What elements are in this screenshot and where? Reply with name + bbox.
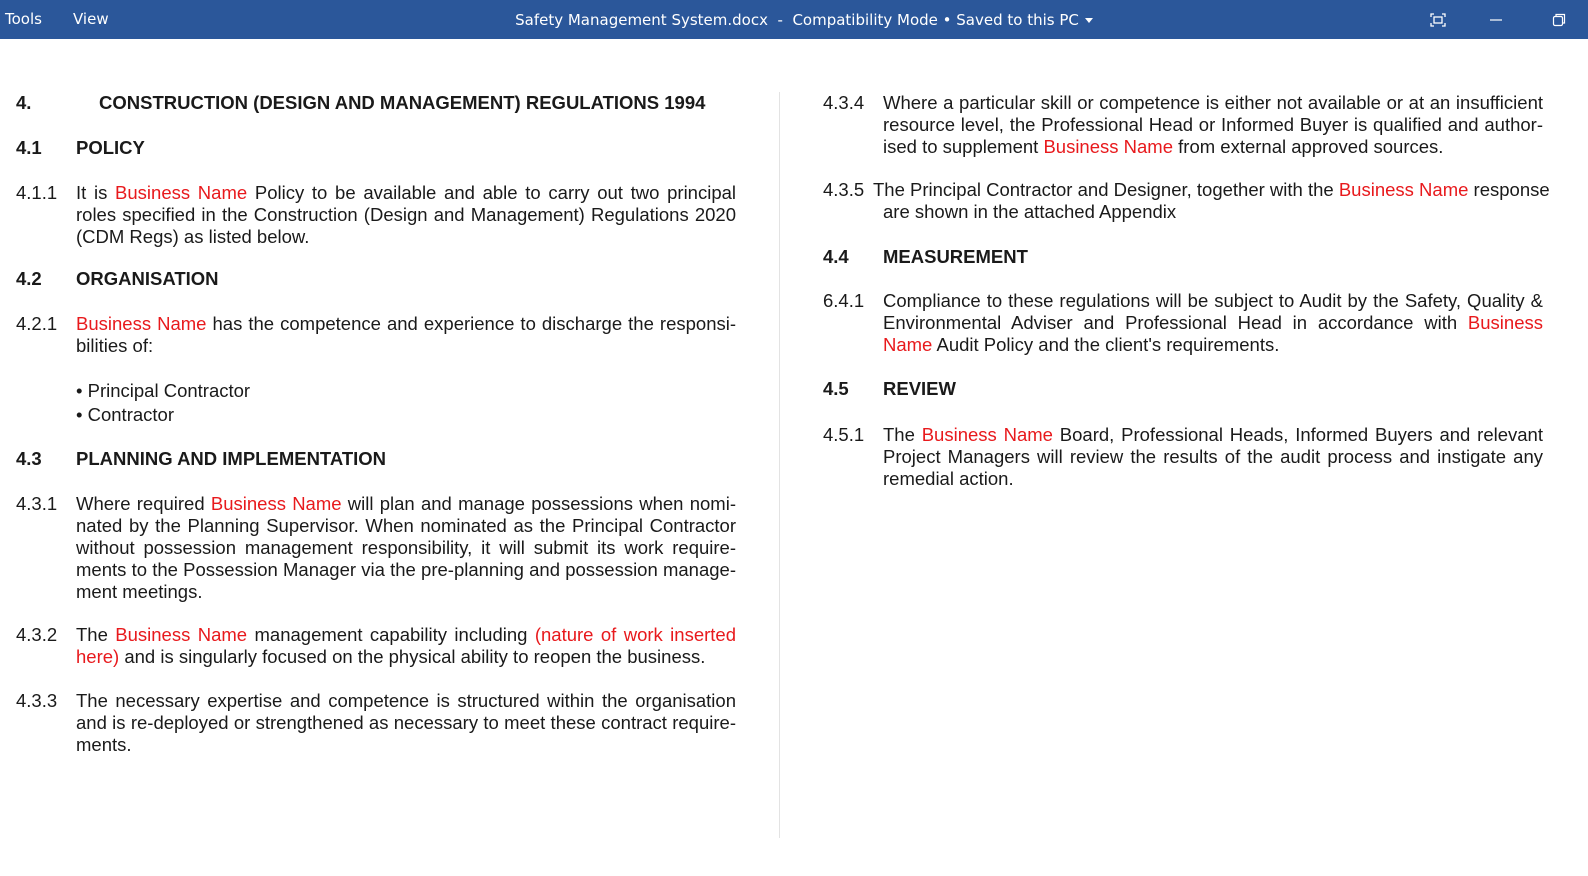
paragraph-text: The necessary expertise and competence is structured within the organisation and is re-deployed or strengthened as necessary to meet these contract require-ments.	[76, 690, 736, 755]
paragraph-4-3-5	[823, 179, 1550, 227]
menu-view[interactable]: View	[73, 10, 109, 28]
section-number: 4.5	[823, 378, 849, 399]
section-number: 4.4	[823, 246, 849, 267]
paragraph-text: Compliance to these regulations will be subject to Audit by the Safety, Quality & Environmental Adviser and Professional Head in accordance with Business Name Audit Policy and the client's requirements.	[883, 290, 1543, 355]
section-number: 4.	[16, 92, 32, 113]
section-title: CONSTRUCTION (DESIGN AND MANAGEMENT) REGULATIONS 1994	[99, 92, 706, 113]
paragraph-4-3-1	[16, 493, 736, 608]
nature-of-work-placeholder: (nature of work inserted here)	[76, 624, 736, 667]
paragraph-text-line-1: The Principal Contractor and Designer, together with the Business Name response	[873, 179, 1550, 200]
paragraph-text: The Business Name management capability including (nature of work inserted here) and is singularly focused on the physical ability to reopen the business.	[76, 624, 736, 667]
section-title: MEASUREMENT	[883, 246, 1028, 267]
paragraph-4-5-1	[823, 424, 1545, 494]
paragraph-number: 6.4.1	[823, 290, 865, 311]
column-divider	[779, 92, 780, 838]
paragraph-text: The Business Name Board, Professional Heads, Informed Buyers and relevant Project Managers will review the results of the audit process and instigate any remedial action.	[883, 424, 1543, 489]
document-title-area[interactable]	[0, 10, 1588, 30]
business-name-placeholder: Business Name	[1043, 136, 1173, 157]
section-title: ORGANISATION	[76, 268, 219, 289]
paragraph-number: 4.2.1	[16, 313, 58, 334]
section-title: PLANNING AND IMPLEMENTATION	[76, 448, 387, 469]
focus-mode-icon	[1430, 13, 1446, 27]
paragraph-text: Where a particular skill or competence is either not available or at an insufficient resource level, the Professional Head or Informed Buyer is qualified and author-ised to supplement Business Name from external approved sources.	[883, 92, 1543, 157]
paragraph-4-3-3	[16, 690, 736, 760]
paragraph-4-3-4	[823, 92, 1545, 162]
paragraph-4-1-1	[16, 182, 736, 252]
paragraph-text: It is Business Name Policy to be available and able to carry out two principal roles specified in the Construction (Design and Management) Regulations 2020 (CDM Regs) as listed below.	[76, 182, 737, 247]
section-title: REVIEW	[883, 378, 956, 399]
paragraph-number: 4.3.1	[16, 493, 58, 514]
business-name-placeholder: Business Name	[76, 313, 207, 334]
paragraph-text: Business Name has the competence and experience to discharge the responsi-bilities of:	[76, 313, 737, 356]
section-number: 4.3	[16, 448, 42, 469]
section-number: 4.1	[16, 137, 42, 158]
paragraph-number: 4.5.1	[823, 424, 865, 445]
paragraph-number: 4.3.3	[16, 690, 58, 711]
business-name-placeholder: Business Name	[883, 312, 1543, 355]
section-number: 4.2	[16, 268, 42, 289]
paragraph-6-4-1	[823, 290, 1545, 360]
paragraph-number: 4.3.2	[16, 624, 58, 645]
business-name-placeholder: Business Name	[1338, 179, 1469, 200]
focus-mode-button[interactable]	[1415, 0, 1461, 39]
business-name-placeholder: Business Name	[115, 624, 248, 645]
minimize-button[interactable]	[1473, 0, 1519, 39]
business-name-placeholder: Business Name	[921, 424, 1053, 445]
paragraph-number: 4.3.5	[823, 179, 865, 200]
restore-icon	[1552, 13, 1566, 27]
section-title: POLICY	[76, 137, 145, 158]
chevron-down-icon[interactable]	[1085, 18, 1093, 23]
bullet-item: • Contractor	[76, 404, 174, 425]
business-name-placeholder: Business Name	[210, 493, 342, 514]
paragraph-text: Where required Business Name will plan and manage possessions when nomi-nated by the Planning Supervisor. When nominated as the Principal Contractor without possession management responsibility, it will submit its work require-ments to the Possession Manager via the pre-planning and possession manage-ment meetings.	[76, 493, 736, 602]
business-name-placeholder: Business Name	[115, 182, 248, 203]
paragraph-number: 4.1.1	[16, 182, 58, 203]
paragraph-4-2-1	[16, 313, 736, 361]
restore-button[interactable]	[1536, 0, 1582, 39]
title-bar	[0, 0, 1588, 39]
menu-tools[interactable]: Tools	[5, 10, 42, 28]
paragraph-4-3-2	[16, 624, 736, 672]
paragraph-text-line-2: are shown in the attached Appendix	[883, 201, 1177, 222]
minimize-icon	[1489, 18, 1503, 22]
document-title[interactable]: Safety Management System.docx - Compatibility Mode • Saved to this PC	[515, 11, 1079, 29]
paragraph-number: 4.3.4	[823, 92, 865, 113]
bullet-item: • Principal Contractor	[76, 380, 251, 401]
